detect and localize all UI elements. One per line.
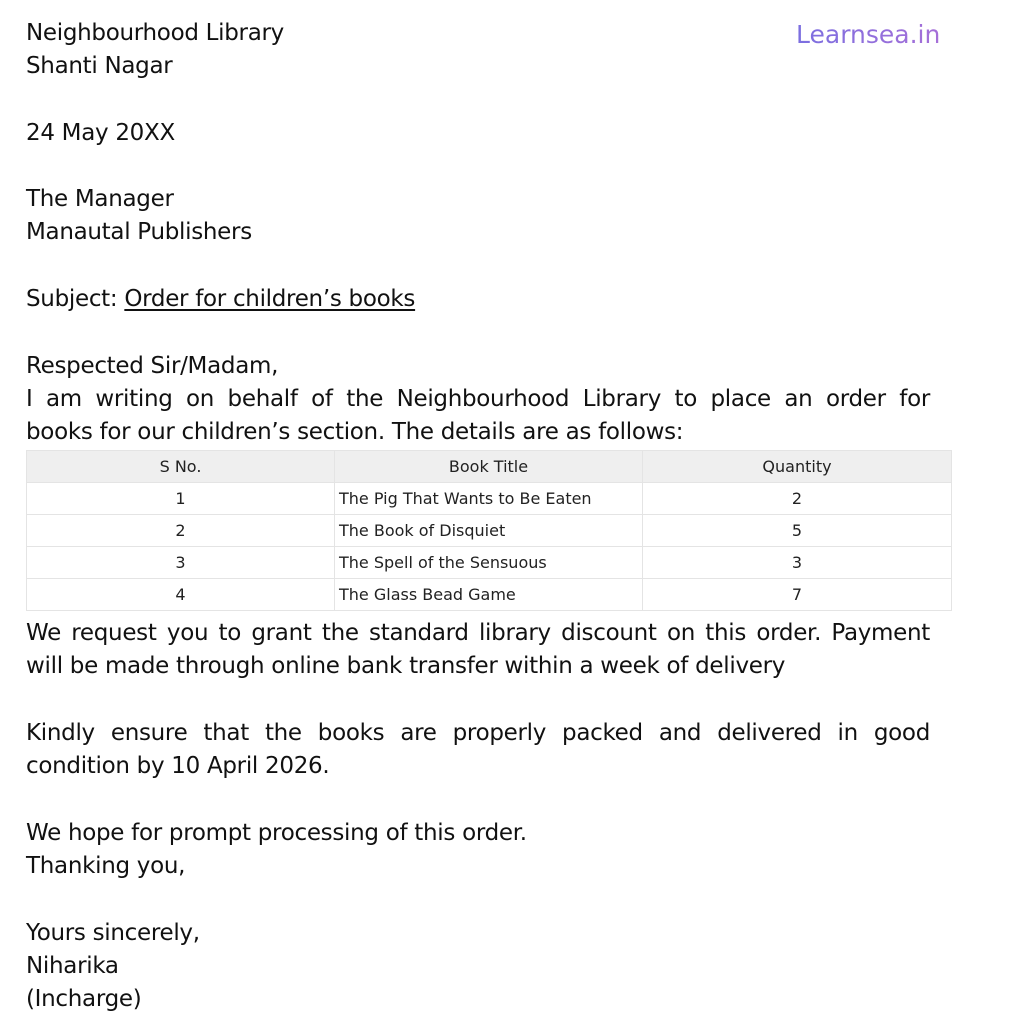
cell-sno: 4 [27,579,335,611]
letter-date: 24 May 20XX [26,120,175,146]
cell-title: The Book of Disquiet [335,515,643,547]
subject-text: Order for children’s books [124,286,416,312]
delivery-line-1: Kindly ensure that the books are properly packed and delivered in good [26,720,930,746]
cell-title: The Spell of the Sensuous [335,547,643,579]
intro-line-2: books for our children’s section. The details are as follows: [26,419,684,445]
cell-title: The Pig That Wants to Be Eaten [335,483,643,515]
table-row [27,579,952,611]
header-sno: S No. [27,451,335,483]
signoff: Yours sincerely, [26,920,200,946]
sender-name: Neighbourhood Library [26,20,284,46]
salutation: Respected Sir/Madam, [26,353,279,379]
order-table [26,450,952,611]
discount-line-2: will be made through online bank transfer within a week of delivery [26,653,786,679]
thanks-line: Thanking you, [26,853,186,879]
cell-qty: 2 [643,483,952,515]
cell-sno: 2 [27,515,335,547]
table-row [27,547,952,579]
cell-sno: 3 [27,547,335,579]
cell-sno: 1 [27,483,335,515]
brand-watermark: Learnsea.in [796,18,940,52]
subject-line [26,283,415,316]
delivery-paragraph [26,717,930,783]
table-row [27,515,952,547]
signature-name: Niharika [26,953,119,979]
cell-title: The Glass Bead Game [335,579,643,611]
closing-line: We hope for prompt processing of this order. [26,820,527,846]
signature-role: (Incharge) [26,986,142,1012]
header-quantity: Quantity [643,451,952,483]
discount-paragraph [26,617,930,683]
cell-qty: 5 [643,515,952,547]
table-row [27,483,952,515]
cell-qty: 3 [643,547,952,579]
delivery-line-2: condition by 10 April 2026. [26,753,330,779]
sender-address: Shanti Nagar [26,53,173,79]
subject-label: Subject: [26,286,125,312]
recipient-company: Manautal Publishers [26,219,252,245]
header-book-title: Book Title [335,451,643,483]
intro-paragraph [26,383,930,449]
cell-qty: 7 [643,579,952,611]
recipient-title: The Manager [26,186,174,212]
discount-line-1: We request you to grant the standard library discount on this order. Payment [26,620,930,646]
intro-line-1: I am writing on behalf of the Neighbourhood Library to place an order for [26,386,930,412]
table-header-row [27,451,952,483]
